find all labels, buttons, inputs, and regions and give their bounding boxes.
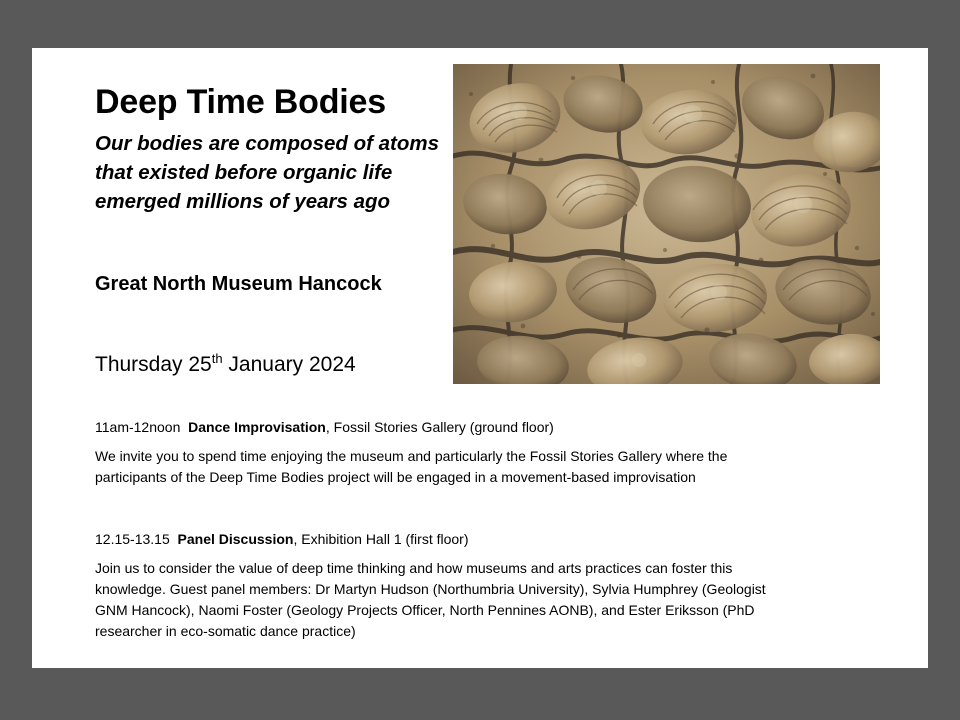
session-1-time: 11am-12noon xyxy=(95,419,181,435)
session-2-heading xyxy=(95,530,795,548)
fossil-rock-illustration xyxy=(453,64,880,384)
event-date-ordinal: th xyxy=(211,351,223,366)
session-block-1 xyxy=(95,418,795,488)
subtitle: Our bodies are composed of atoms that existed before organic life emerged millions of years ago xyxy=(95,132,440,214)
heading-group xyxy=(95,83,455,216)
slide-canvas xyxy=(32,48,928,668)
session-1-name: Dance Improvisation xyxy=(188,419,326,435)
session-1-description: We invite you to spend time enjoying the museum and particularly the Fossil Stories Gallery where the participants of the Deep Time Bodies project will be engaged in a movement-based improvisation xyxy=(95,448,728,486)
session-1-location: , Fossil Stories Gallery (ground floor) xyxy=(325,419,554,435)
event-date-main: Thursday 25 xyxy=(95,353,212,376)
event-date xyxy=(95,351,356,377)
session-2-name: Panel Discussion xyxy=(177,531,294,547)
event-date-rest: January 2024 xyxy=(222,353,356,376)
session-block-2 xyxy=(95,530,795,642)
session-1-heading xyxy=(95,418,795,436)
page-title: Deep Time Bodies xyxy=(95,83,386,121)
session-2-location: , Exhibition Hall 1 (first floor) xyxy=(293,531,469,547)
session-2-time: 12.15-13.15 xyxy=(95,531,170,547)
fossil-rock-photo xyxy=(453,64,880,384)
session-2-description: Join us to consider the value of deep time thinking and how museums and arts practices can foster this knowledge. Guest panel members: Dr Martyn Hudson (Northumbria University), Sylvia Humphrey (Geologist GNM Hancock), Naomi Foster (Geology Projects Officer, North Pennines AONB), and Ester Eriksson (PhD researcher in eco-somatic dance practice) xyxy=(95,560,766,640)
venue-label: Great North Museum Hancock xyxy=(95,273,382,295)
